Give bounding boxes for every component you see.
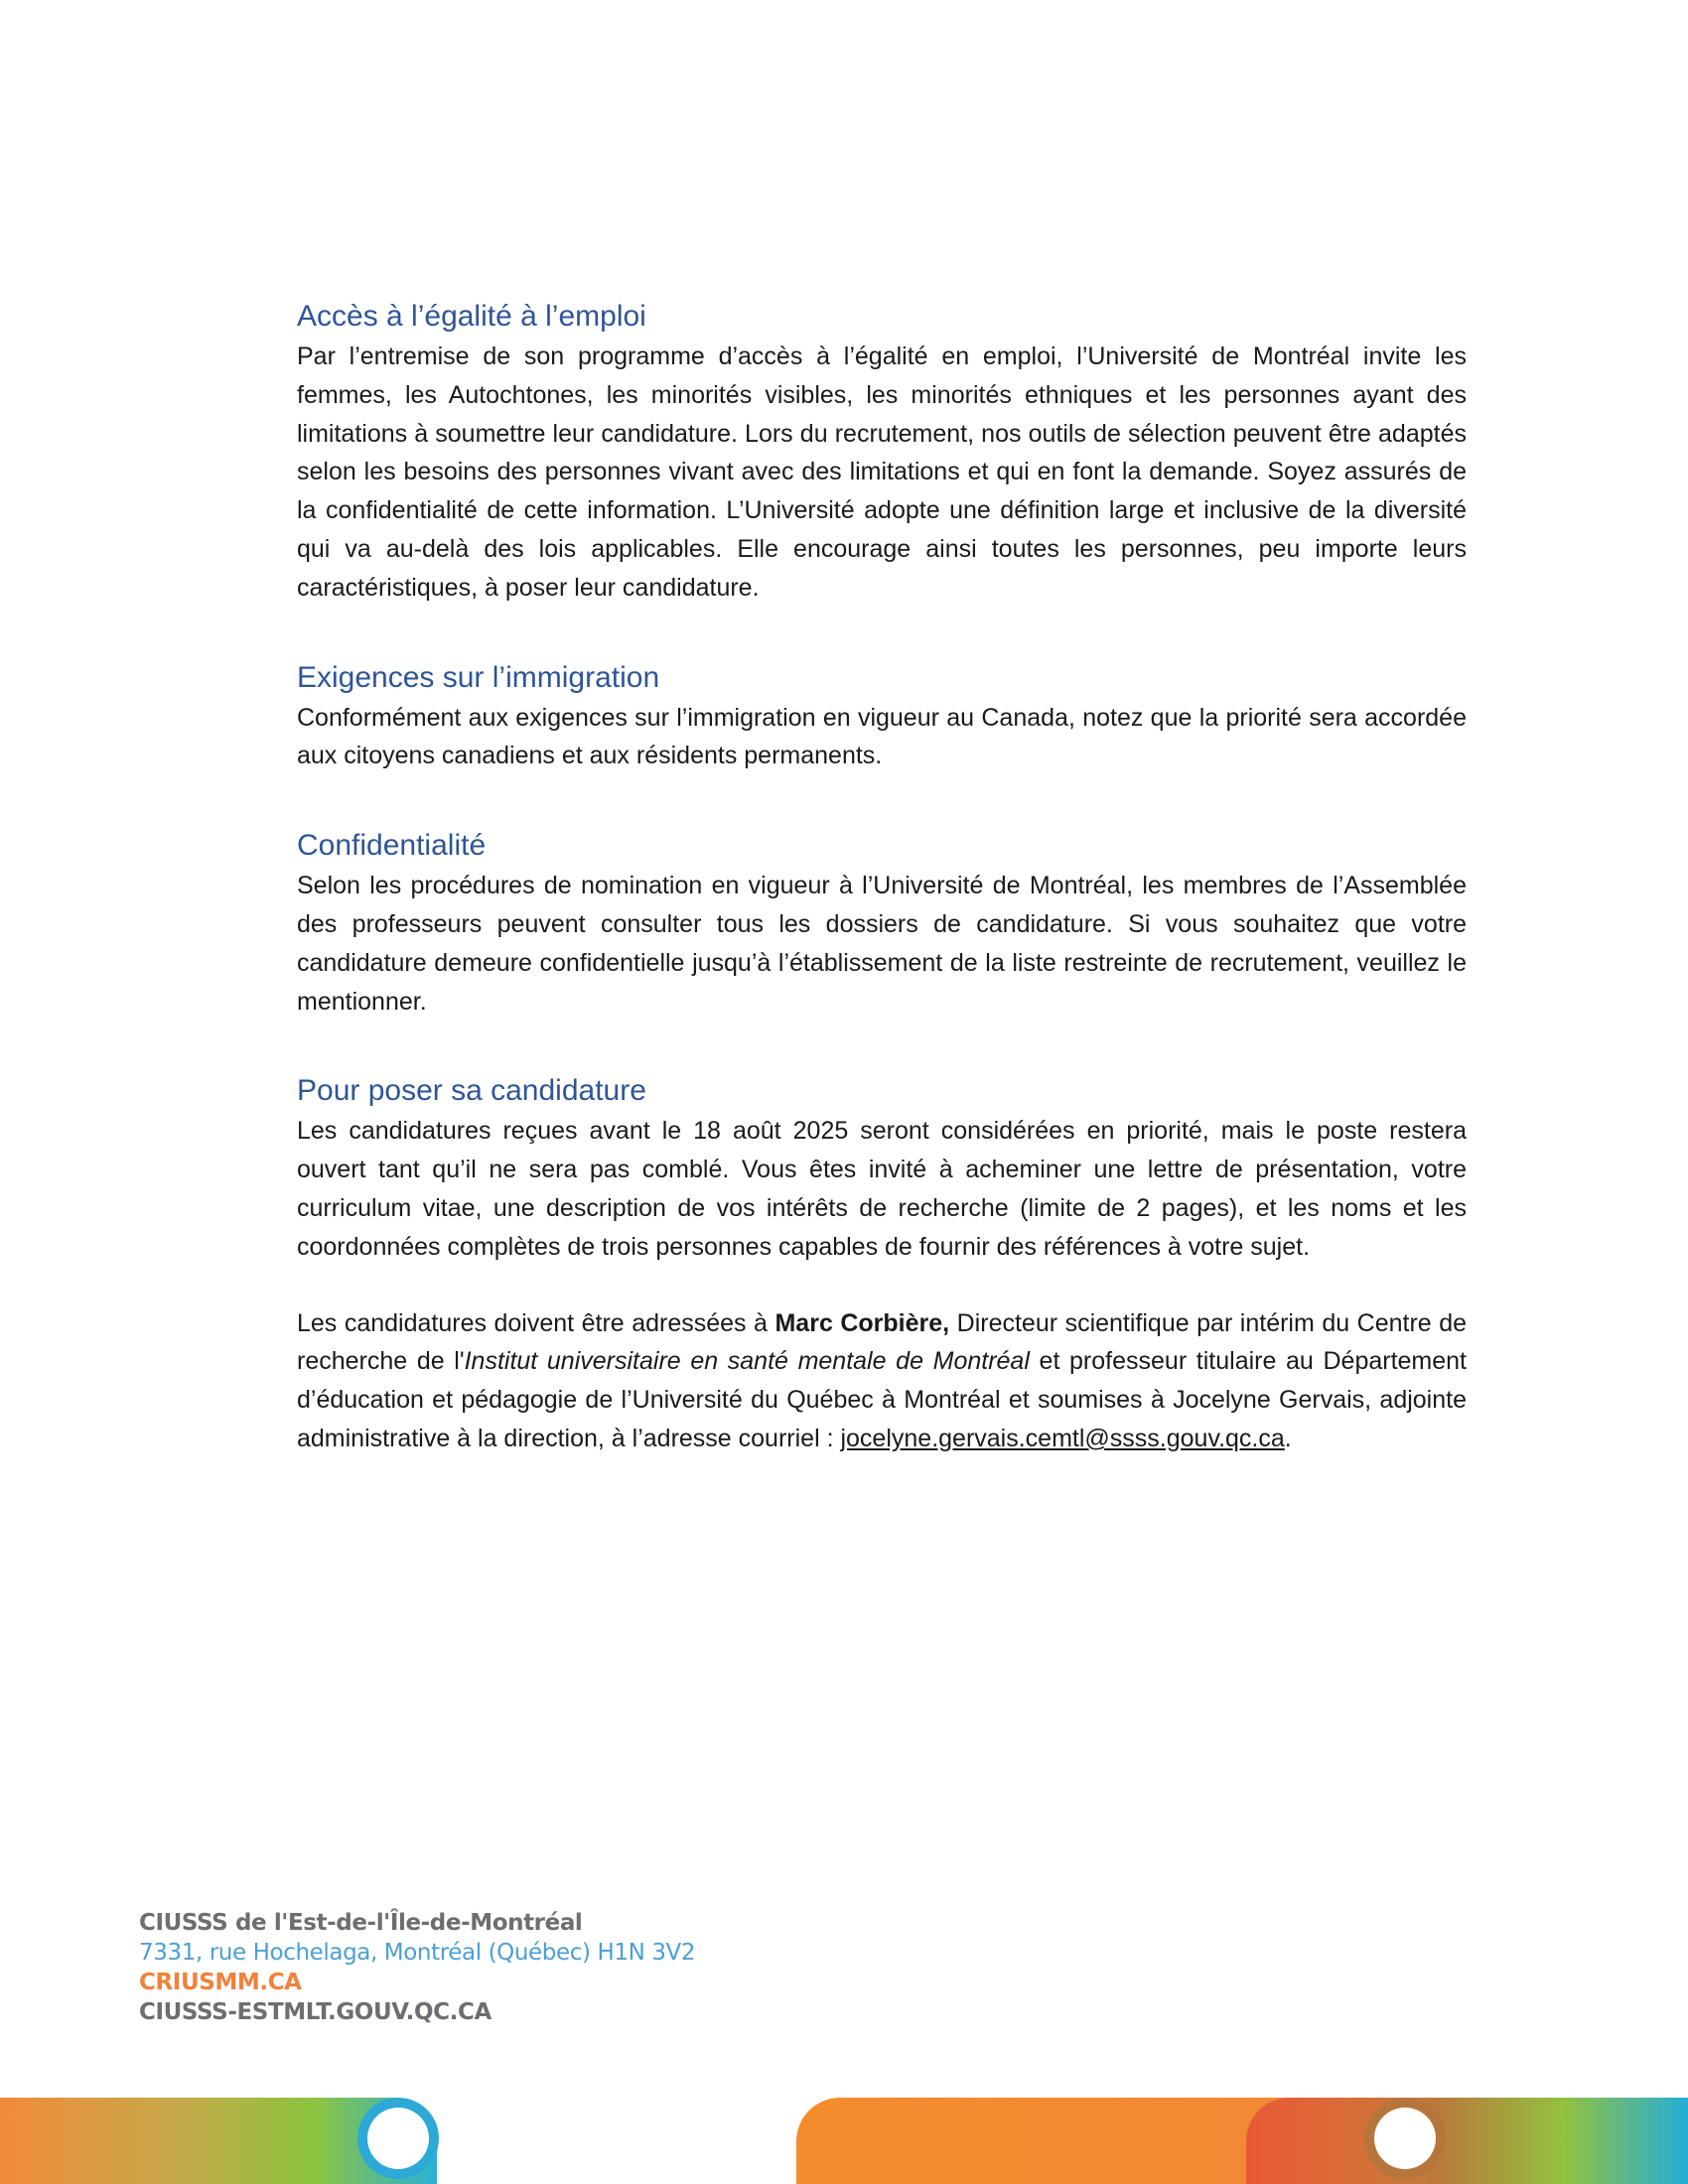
institute-name: Institut universitaire en santé mentale de Montréal	[464, 1347, 1030, 1376]
section-paragraph: Selon les procédures de nomination en vigueur à l’Université de Montréal, les membres de l’Assemblée des professeurs peuvent consulter tous les dossiers de candidature. Si vous souhaitez que votre candidature demeure confidentielle jusqu’à l’établissement de la liste restreinte de recrutement, veuillez le mentionner.	[297, 872, 1467, 1016]
application-text: Directeur scientifique par intérim du Centre de recherche de l'	[297, 1308, 1468, 1376]
section-heading: Pour poser sa candidature	[297, 1074, 646, 1108]
section-heading: Accès à l’égalité à l’emploi	[297, 300, 646, 333]
application-text: .	[1284, 1424, 1292, 1452]
footer-organization: CIUSSS de l'Est-de-l'Île-de-Montréal	[139, 1910, 583, 1936]
application-instructions	[297, 1304, 1467, 1458]
section-apply	[297, 1072, 1467, 1457]
document-body	[297, 298, 1467, 1510]
footer-address: 7331, rue Hochelaga, Montréal (Québec) H1N 3V2	[139, 1940, 696, 1966]
footer-website-criusmm[interactable]: CRIUSMM.CA	[139, 1970, 302, 1995]
section-paragraph: Conformément aux exigences sur l’immigration en vigueur au Canada, notez que la priorité sera accordée aux citoyens canadiens et aux résidents permanents.	[297, 703, 1467, 770]
section-confidentiality	[297, 827, 1467, 1021]
footer-decorative-band-right	[796, 2098, 1688, 2184]
section-immigration	[297, 659, 1467, 776]
section-heading: Exigences sur l’immigration	[297, 660, 660, 694]
contact-name: Marc Corbière,	[774, 1308, 950, 1337]
email-link[interactable]: jocelyne.gervais.cemtl@ssss.gouv.qc.ca	[840, 1424, 1285, 1452]
footer-dot-icon	[367, 2108, 429, 2169]
footer-contact-block	[139, 1908, 695, 2027]
footer-website-ciusss[interactable]: CIUSSS-ESTMLT.GOUV.QC.CA	[139, 1999, 492, 2025]
section-paragraph: Les candidatures reçues avant le 18 août 2025 seront considérées en priorité, mais le poste restera ouvert tant qu’il ne sera pas comblé. Vous êtes invité à acheminer une lettre de présentation, votre curriculum vitae, une description de vos intérêts de recherche (limite de 2 pages), et les noms et les coordonnées complètes de trois personnes capables de fournir des références à votre sujet.	[297, 1117, 1467, 1261]
section-heading: Confidentialité	[297, 829, 487, 863]
section-employment-equity	[297, 298, 1467, 608]
application-text: et professeur titulaire au Département d’éducation et pédagogie de l’Université du Québec à Montréal et soumises à Jocelyne Gervais, adjointe administrative à la direction, à l’adresse courriel :	[297, 1347, 1467, 1452]
application-text: Les candidatures doivent être adressées à	[297, 1308, 775, 1337]
footer-dot-icon	[1374, 2108, 1436, 2169]
section-paragraph: Par l’entremise de son programme d’accès à l’égalité en emploi, l’Université de Montréal invite les femmes, les Autochtones, les minorités visibles, les minorités ethniques et les personnes ayant des limitations à soumettre leur candidature. Lors du recrutement, nos outils de sélection peuvent être adaptés selon les besoins des personnes vivant avec des limitations et qui en font la demande. Soyez assurés de la confidentialité de cette information. L’Université adopte une définition large et inclusive de la diversité qui va au-delà des lois applicables. Elle encourage ainsi toutes les personnes, peu importe leurs caractéristiques, à poser leur candidature.	[297, 342, 1467, 602]
